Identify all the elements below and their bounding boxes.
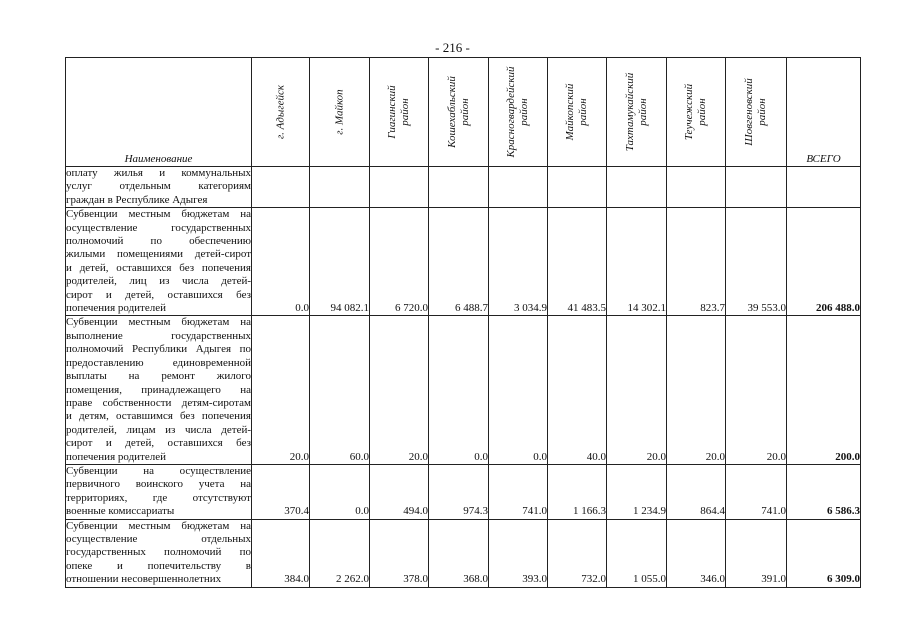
row-description xyxy=(66,167,252,208)
description-line: выполнение государственных xyxy=(66,329,251,342)
total-cell xyxy=(787,167,861,208)
value-cell xyxy=(726,167,787,208)
value-cell: 1 055.0 xyxy=(607,519,667,587)
header-maykop-city: г. Майкоп xyxy=(310,58,370,167)
value-cell: 3 034.9 xyxy=(489,208,548,316)
total-cell: 6 586.3 xyxy=(787,464,861,519)
description-line: Субвенции местным бюджетам на xyxy=(66,519,251,532)
total-cell: 6 309.0 xyxy=(787,519,861,587)
value-cell: 40.0 xyxy=(548,316,607,464)
value-cell: 1 166.3 xyxy=(548,464,607,519)
row-description xyxy=(66,519,252,587)
description-line: жилыми помещениями детей-сирот xyxy=(66,248,251,261)
value-cell: 6 720.0 xyxy=(370,208,429,316)
description-line: сирот и детей, оставшихся без xyxy=(66,288,251,301)
value-cell: 14 302.1 xyxy=(607,208,667,316)
description-line: и детей, оставшихся без попечения xyxy=(66,261,251,274)
value-cell xyxy=(667,167,726,208)
description-line: выплаты на ремонт жилого xyxy=(66,370,251,383)
value-cell: 2 262.0 xyxy=(310,519,370,587)
description-line: родителей, лицам из числа детей- xyxy=(66,423,251,436)
value-cell: 384.0 xyxy=(252,519,310,587)
header-shovgenovsky: Шовгеновский район xyxy=(726,58,787,167)
value-cell: 391.0 xyxy=(726,519,787,587)
page-number: - 216 - xyxy=(435,40,470,55)
header-giaginsky: Гиагинский район xyxy=(370,58,429,167)
value-cell: 60.0 xyxy=(310,316,370,464)
header-krasnogvardeysky: Красногвардейский район xyxy=(489,58,548,167)
value-cell xyxy=(548,167,607,208)
value-cell: 20.0 xyxy=(607,316,667,464)
description-line: праве собственности детям-сиротам xyxy=(66,396,251,409)
description-line: отношении несовершеннолетних xyxy=(66,573,222,586)
table-row xyxy=(66,464,861,519)
total-cell: 200.0 xyxy=(787,316,861,464)
table-row xyxy=(66,519,861,587)
description-line: Субвенции местным бюджетам на xyxy=(66,208,251,221)
description-line: помещения, принадлежащего на xyxy=(66,383,251,396)
description-line: опеке и попечительству в xyxy=(66,559,251,572)
value-cell: 378.0 xyxy=(370,519,429,587)
header-takhtamukaysky: Тахтамукайский район xyxy=(607,58,667,167)
description-line: осуществление отдельных xyxy=(66,532,251,545)
header-total: ВСЕГО xyxy=(787,58,861,167)
description-line: предоставлению единовременной xyxy=(66,356,251,369)
value-cell: 0.0 xyxy=(310,464,370,519)
budget-table xyxy=(65,57,861,588)
value-cell: 0.0 xyxy=(252,208,310,316)
value-cell: 0.0 xyxy=(489,316,548,464)
value-cell: 1 234.9 xyxy=(607,464,667,519)
value-cell: 6 488.7 xyxy=(429,208,489,316)
value-cell: 732.0 xyxy=(548,519,607,587)
value-cell: 741.0 xyxy=(726,464,787,519)
description-line: полномочий по обеспечению xyxy=(66,235,251,248)
description-line: территориях, где отсутствуют xyxy=(66,491,251,504)
header-koshekhablsky: Кошехабльский район xyxy=(429,58,489,167)
value-cell: 494.0 xyxy=(370,464,429,519)
value-cell: 370.4 xyxy=(252,464,310,519)
description-line: военные комиссариаты xyxy=(66,505,175,518)
value-cell: 20.0 xyxy=(667,316,726,464)
value-cell xyxy=(252,167,310,208)
value-cell xyxy=(429,167,489,208)
row-description xyxy=(66,208,252,316)
value-cell xyxy=(370,167,429,208)
value-cell: 0.0 xyxy=(429,316,489,464)
description-line: оплату жилья и коммунальных xyxy=(66,167,251,179)
header-teuchezhsky: Теучежский район xyxy=(667,58,726,167)
table-row xyxy=(66,208,861,316)
description-line: попечения родителей xyxy=(66,450,166,463)
description-line: Субвенции на осуществление xyxy=(66,464,251,477)
description-line: родителей, лиц из числа детей- xyxy=(66,275,251,288)
header-row xyxy=(66,58,861,167)
value-cell: 20.0 xyxy=(252,316,310,464)
description-line: граждан в Республике Адыгея xyxy=(66,193,208,206)
row-description xyxy=(66,316,252,464)
value-cell: 974.3 xyxy=(429,464,489,519)
value-cell: 393.0 xyxy=(489,519,548,587)
total-cell: 206 488.0 xyxy=(787,208,861,316)
value-cell: 39 553.0 xyxy=(726,208,787,316)
value-cell: 368.0 xyxy=(429,519,489,587)
description-line: государственных полномочий по xyxy=(66,546,251,559)
description-line: и детям, оставшимся без попечения xyxy=(66,410,251,423)
description-line: Субвенции местным бюджетам на xyxy=(66,316,251,329)
value-cell: 864.4 xyxy=(667,464,726,519)
value-cell xyxy=(310,167,370,208)
description-line: попечения родителей xyxy=(66,302,166,315)
table-row xyxy=(66,316,861,464)
value-cell: 20.0 xyxy=(370,316,429,464)
header-maykopsky: Майкопский район xyxy=(548,58,607,167)
value-cell: 20.0 xyxy=(726,316,787,464)
header-name: Наименование xyxy=(66,58,252,167)
table-row xyxy=(66,167,861,208)
description-line: осуществление государственных xyxy=(66,221,251,234)
header-adygeysk: г. Адыгейск xyxy=(252,58,310,167)
value-cell: 823.7 xyxy=(667,208,726,316)
description-line: услуг отдельным категориям xyxy=(66,180,251,193)
row-description xyxy=(66,464,252,519)
value-cell xyxy=(607,167,667,208)
description-line: сирот и детей, оставшихся без xyxy=(66,437,251,450)
value-cell: 94 082.1 xyxy=(310,208,370,316)
value-cell: 41 483.5 xyxy=(548,208,607,316)
description-line: полномочий Республики Адыгея по xyxy=(66,343,251,356)
value-cell: 741.0 xyxy=(489,464,548,519)
value-cell xyxy=(489,167,548,208)
description-line: первичного воинского учета на xyxy=(66,478,251,491)
value-cell: 346.0 xyxy=(667,519,726,587)
